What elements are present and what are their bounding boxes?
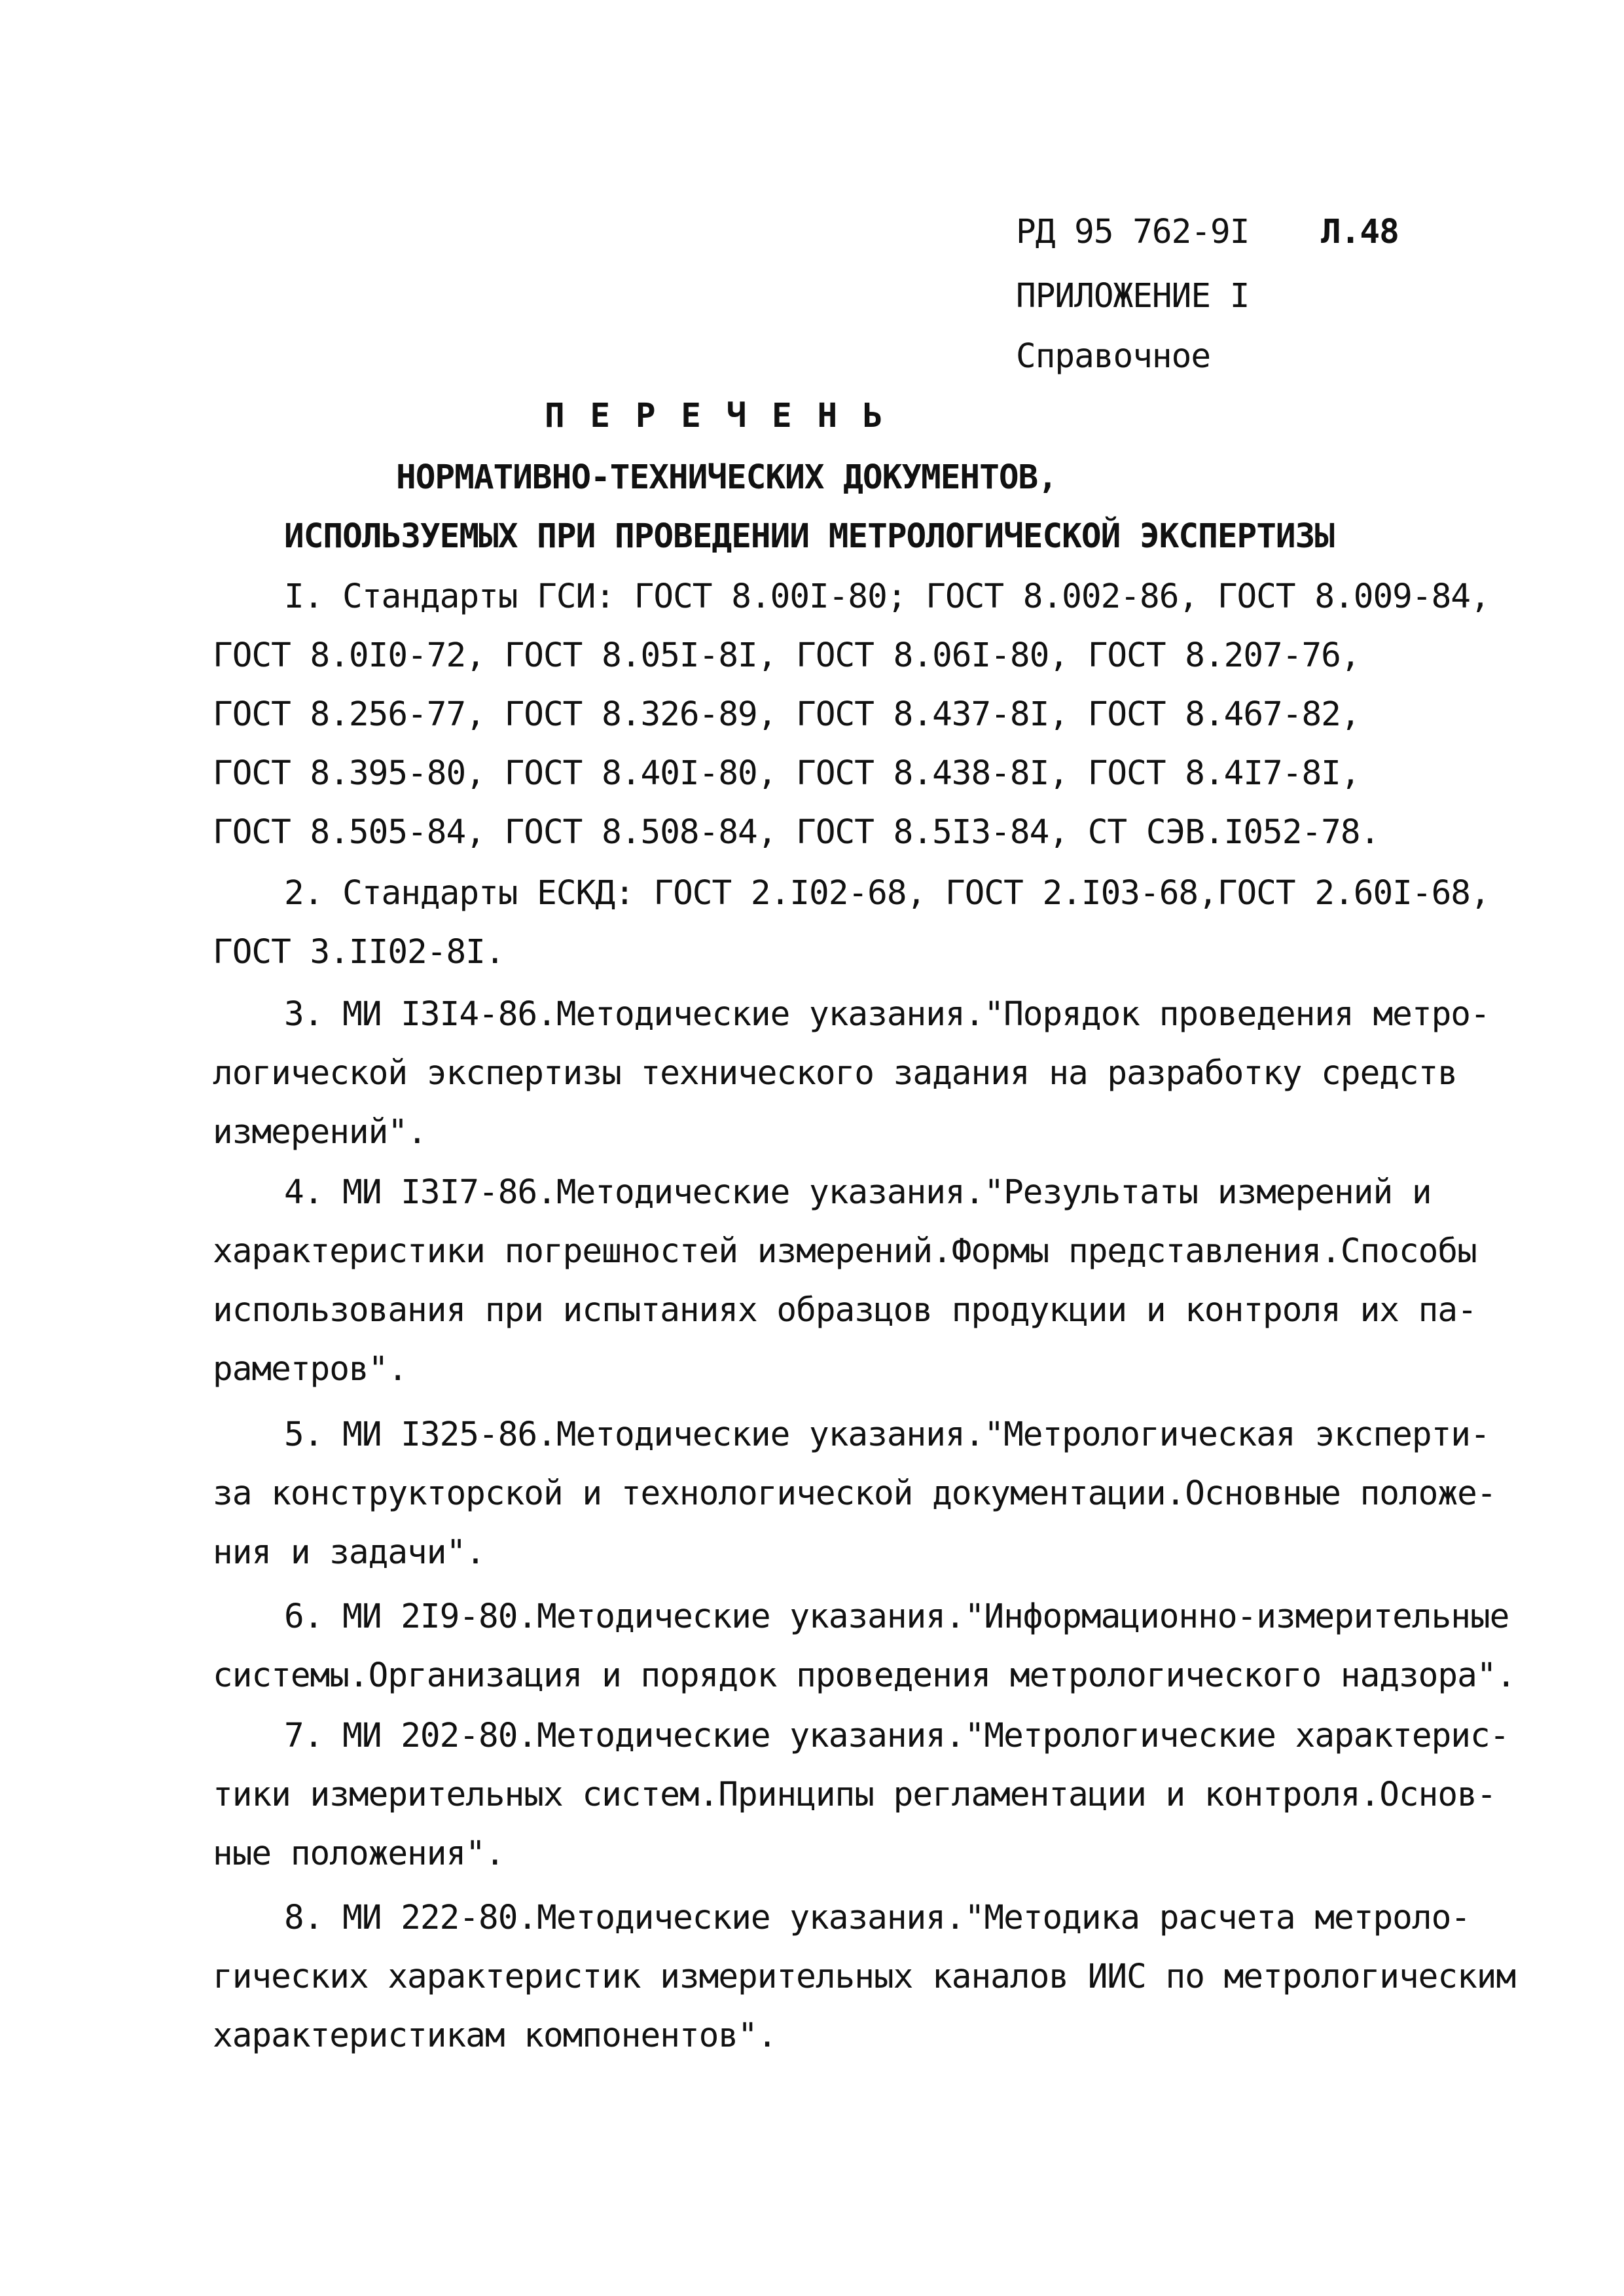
body-line: раметров". bbox=[213, 1350, 408, 1389]
body-line: 8. МИ 222-80.Методические указания."Методика расчета метроло- bbox=[284, 1899, 1470, 1937]
body-line: 5. МИ I325-86.Методические указания."Метрологическая эксперти- bbox=[284, 1415, 1490, 1454]
title-line-1: НОРМАТИВНО-ТЕХНИЧЕСКИХ ДОКУМЕНТОВ, bbox=[396, 458, 1057, 497]
appendix-kind: Справочное bbox=[1016, 337, 1211, 376]
body-line: I. Стандарты ГСИ: ГОСТ 8.00I-80; ГОСТ 8.002-86, ГОСТ 8.009-84, bbox=[284, 577, 1490, 616]
appendix-label: ПРИЛОЖЕНИЕ I bbox=[1016, 277, 1250, 316]
sheet-number: Л.48 bbox=[1321, 213, 1399, 251]
body-line: ные положения". bbox=[213, 1834, 505, 1873]
body-line: характеристики погрешностей измерений.Формы представления.Способы bbox=[213, 1232, 1477, 1271]
body-line: за конструкторской и технологической документации.Основные положе- bbox=[213, 1474, 1496, 1513]
body-line: использования при испытаниях образцов продукции и контроля их па- bbox=[213, 1291, 1477, 1330]
body-line: 2. Стандарты ЕСКД: ГОСТ 2.I02-68, ГОСТ 2.I03-68,ГОСТ 2.60I-68, bbox=[284, 874, 1490, 913]
body-line: системы.Организация и порядок проведения метрологического надзора". bbox=[213, 1656, 1516, 1695]
body-line: 4. МИ I3I7-86.Методические указания."Результаты измерений и bbox=[284, 1173, 1432, 1212]
body-line: 6. МИ 2I9-80.Методические указания."Информационно-измерительные bbox=[284, 1597, 1509, 1636]
title-word: П Е Р Е Ч Е Н Ь bbox=[545, 397, 886, 435]
body-line: ния и задачи". bbox=[213, 1533, 485, 1572]
body-line: 3. МИ I3I4-86.Методические указания."Порядок проведения метро- bbox=[284, 995, 1490, 1034]
body-line: гических характеристик измерительных каналов ИИС по метрологическим bbox=[213, 1958, 1516, 1996]
body-line: ГОСТ 8.256-77, ГОСТ 8.326-89, ГОСТ 8.437-8I, ГОСТ 8.467-82, bbox=[213, 695, 1360, 734]
body-line: ГОСТ 8.505-84, ГОСТ 8.508-84, ГОСТ 8.5I3-84, СТ СЭВ.I052-78. bbox=[213, 813, 1380, 852]
body-line: ГОСТ 3.II02-8I. bbox=[213, 933, 505, 972]
body-line: измерений". bbox=[213, 1113, 427, 1152]
doc-code: РД 95 762-9I bbox=[1016, 213, 1250, 251]
body-line: ГОСТ 8.395-80, ГОСТ 8.40I-80, ГОСТ 8.438-8I, ГОСТ 8.4I7-8I, bbox=[213, 754, 1360, 793]
body-line: логической экспертизы технического задания на разработку средств bbox=[213, 1054, 1458, 1093]
title-line-2: ИСПОЛЬЗУЕМЫХ ПРИ ПРОВЕДЕНИИ МЕТРОЛОГИЧЕСКОЙ ЭКСПЕРТИЗЫ bbox=[284, 517, 1335, 556]
body-line: ГОСТ 8.0I0-72, ГОСТ 8.05I-8I, ГОСТ 8.06I-80, ГОСТ 8.207-76, bbox=[213, 636, 1360, 675]
body-line: тики измерительных систем.Принципы регламентации и контроля.Основ- bbox=[213, 1776, 1496, 1814]
body-line: 7. МИ 202-80.Методические указания."Метрологические характерис- bbox=[284, 1717, 1509, 1755]
body-line: характеристикам компонентов". bbox=[213, 2016, 777, 2055]
